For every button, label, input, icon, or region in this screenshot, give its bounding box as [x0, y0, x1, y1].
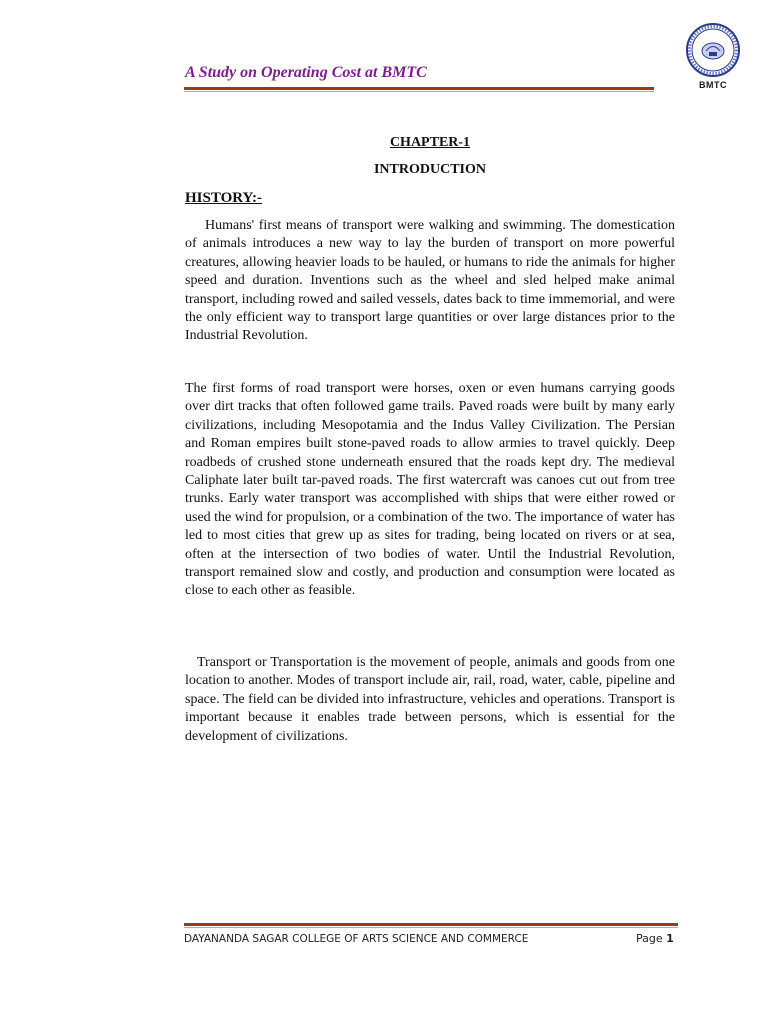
bmtc-emblem-icon [676, 22, 750, 80]
paragraph: Humans' first means of transport were walking and swimming. The domestication of animals introduces a new way to lay the burden of transport on more powerful creatures, allowing heavier loads to be hauled, or humans to ride the animals for higher speed and duration. Inventions such as the wheel and sled helped make animal transport, including rowed and sailed vessels, dates back to time immemorial, and were the only efficient way to transport large quantities or over large distances prior to the Industrial Revolution. [185, 218, 675, 344]
chapter-number: CHAPTER-1 [389, 135, 471, 150]
page-number [636, 932, 674, 945]
section-heading: HISTORY:- [185, 190, 262, 206]
header-rule [184, 87, 654, 92]
chapter-title: INTRODUCTION [373, 162, 486, 177]
footer-college-name: DAYANANDA SAGAR COLLEGE OF ARTS SCIENCE AND COMMERCE [184, 933, 529, 945]
document-title: A Study on Operating Cost at BMTC [185, 64, 427, 81]
paragraph: Transport or Transportation is the movement of people, animals and goods from one location to another. Modes of transport include air, rail, road, water, cable, pipeline and space. The field can be divided into infrastructure, vehicles and operations. Transport is important because it enables trade between persons, which is essential for the development of civilizations. [185, 655, 675, 744]
logo-text: BMTC [699, 80, 727, 90]
page-number-value: 1 [666, 932, 674, 945]
paragraph: The first forms of road transport were horses, oxen or even humans carrying goods over dirt tracks that often followed game trails. Paved roads were built by many early civilizations, including Mesopotamia and the Indus Valley Civilization. The Persian and Roman empires built stone-paved roads to allow armies to travel quickly. Deep roadbeds of crushed stone underneath ensured that the roads kept dry. The medieval Caliphate later built tar-paved roads. The first watercraft was canoes cut out from tree trunks. Early water transport was accomplished with ships that were either rowed or used the wind for propulsion, or a combination of the two. The importance of water has led to most cities that grew up as sites for trading, being located on rivers or at sea, often at the intersection of two bodies of water. Until the Industrial Revolution, transport remained slow and costly, and production and consumption were located as close to each other as feasible. [185, 381, 676, 599]
bmtc-logo [676, 22, 750, 94]
footer-rule [184, 923, 678, 928]
page-label: Page [636, 932, 663, 945]
